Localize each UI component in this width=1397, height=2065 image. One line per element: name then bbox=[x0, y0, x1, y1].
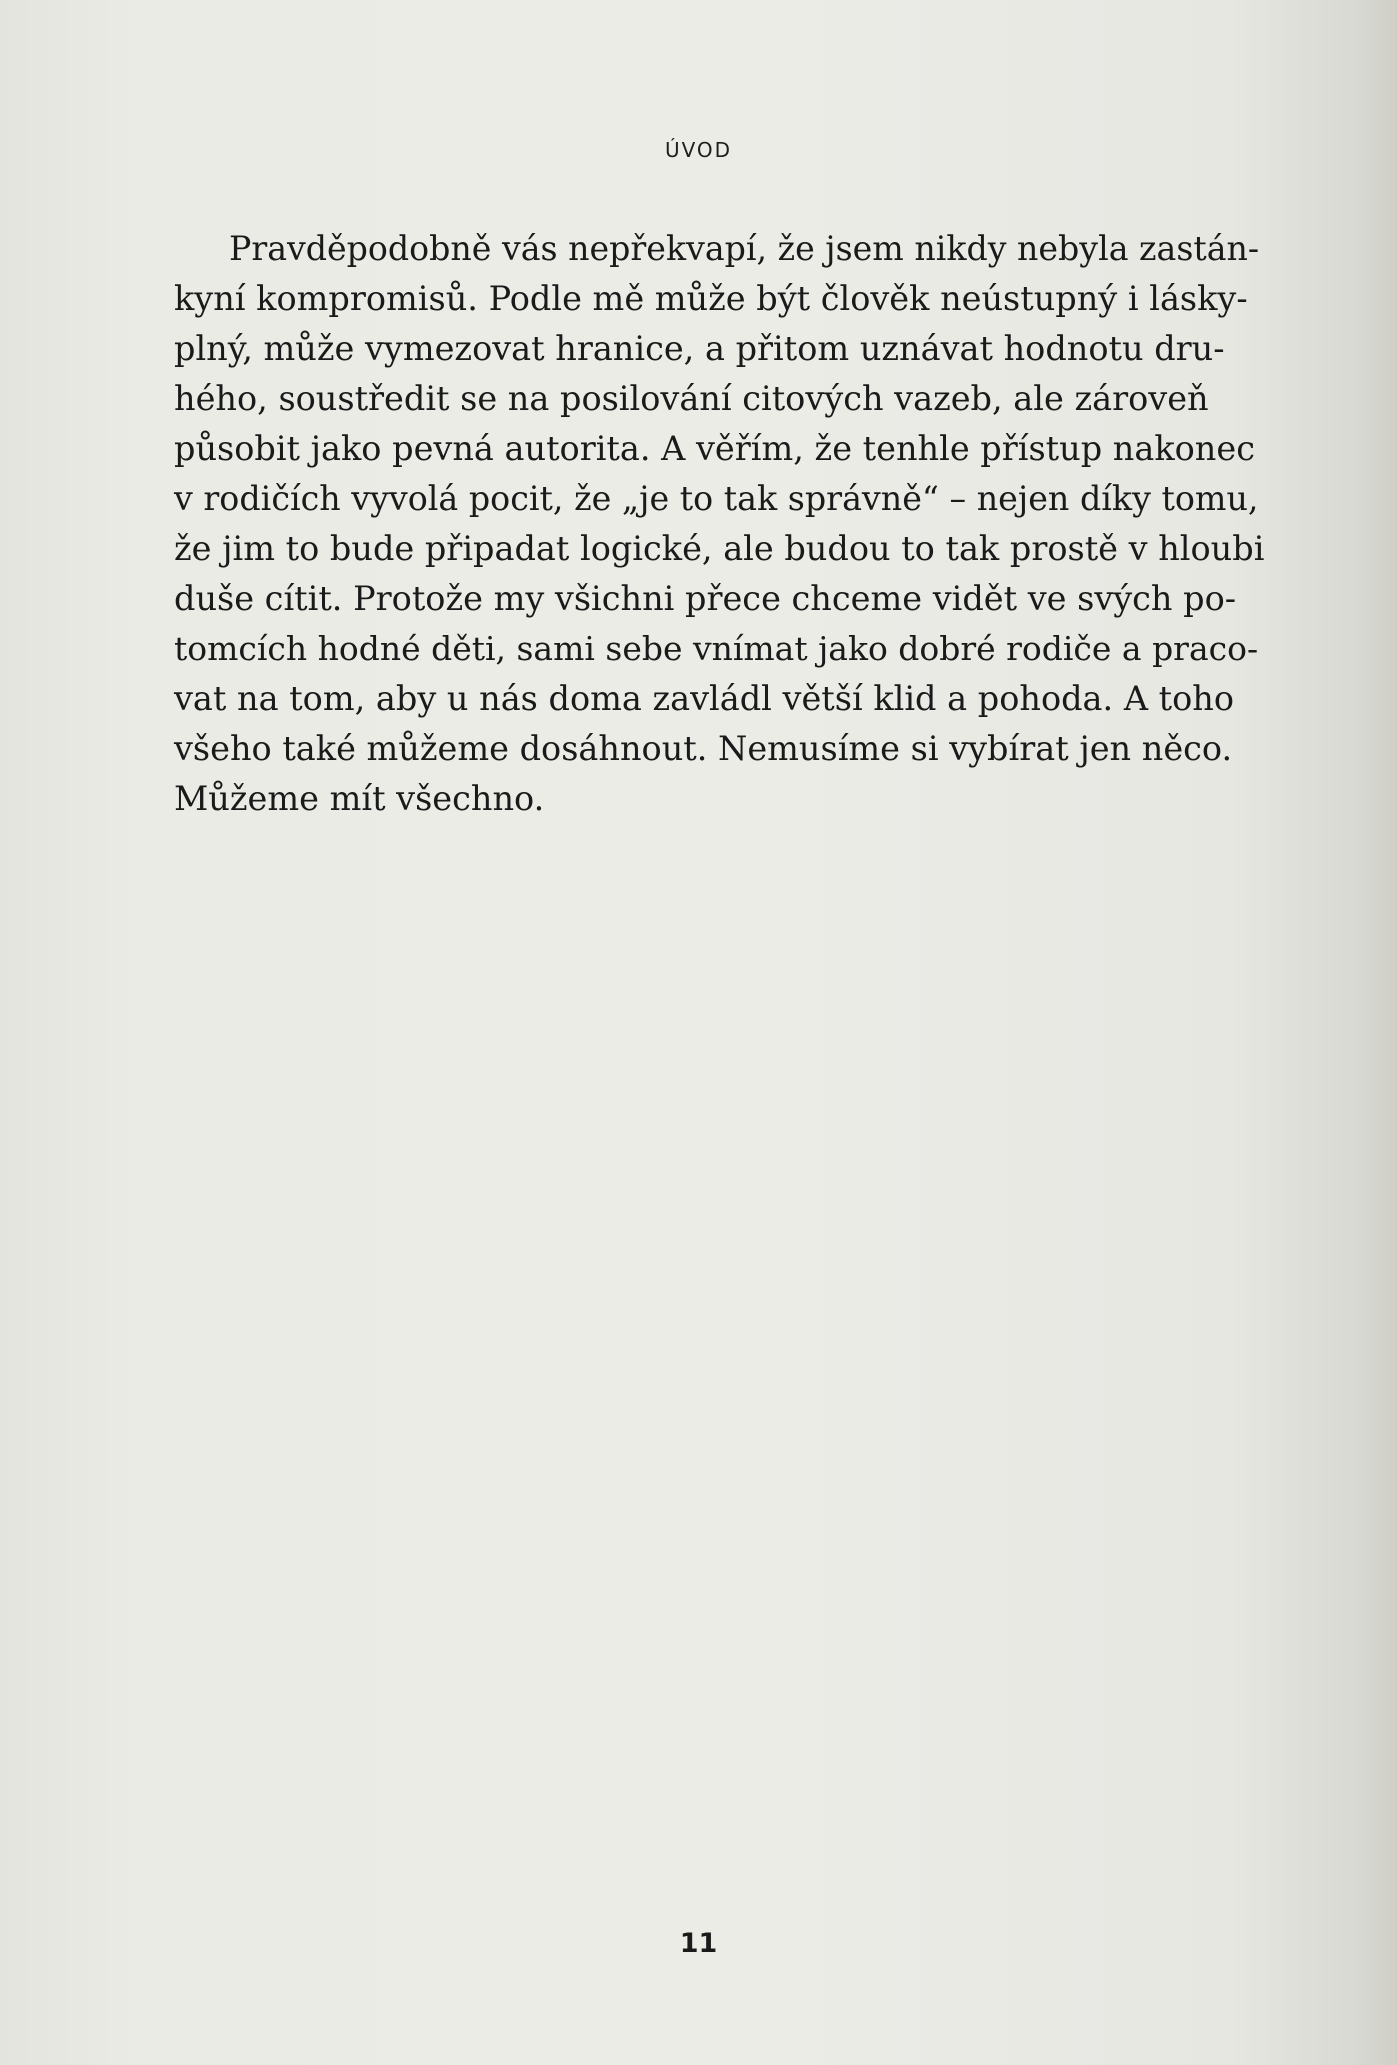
paragraph-line: Pravděpodobně vás nepřekvapí, že jsem nikdy nebyla zastán- bbox=[229, 229, 1260, 268]
paragraph-line: působit jako pevná autorita. A věřím, že tenhle přístup nakonec bbox=[174, 429, 1255, 468]
paragraph-line: vat na tom, aby u nás doma zavládl větší klid a pohoda. A toho bbox=[174, 679, 1235, 718]
paragraph-line: duše cítit. Protože my všichni přece chceme vidět ve svých po- bbox=[174, 579, 1237, 618]
paragraph-line: v rodičích vyvolá pocit, že „je to tak správně“ – nejen díky tomu, bbox=[174, 479, 1259, 518]
paragraph-line: všeho také můžeme dosáhnout. Nemusíme si vybírat jen něco. bbox=[174, 729, 1233, 768]
paragraph-line: Můžeme mít všechno. bbox=[174, 779, 545, 818]
paragraph-line: tomcích hodné děti, sami sebe vnímat jako dobré rodiče a praco- bbox=[174, 629, 1259, 668]
page-number: 11 bbox=[679, 1928, 718, 1959]
running-head: ÚVOD bbox=[664, 138, 733, 162]
body-paragraph bbox=[174, 224, 1264, 824]
paragraph-line: že jim to bude připadat logické, ale budou to tak prostě v hloubi bbox=[174, 529, 1265, 568]
paragraph-line: hého, soustředit se na posilování citových vazeb, ale zároveň bbox=[174, 379, 1209, 418]
paragraph-line: kyní kompromisů. Podle mě může být člověk neústupný i lásky- bbox=[174, 279, 1248, 318]
paragraph-line: plný, může vymezovat hranice, a přitom uznávat hodnotu dru- bbox=[174, 329, 1225, 368]
